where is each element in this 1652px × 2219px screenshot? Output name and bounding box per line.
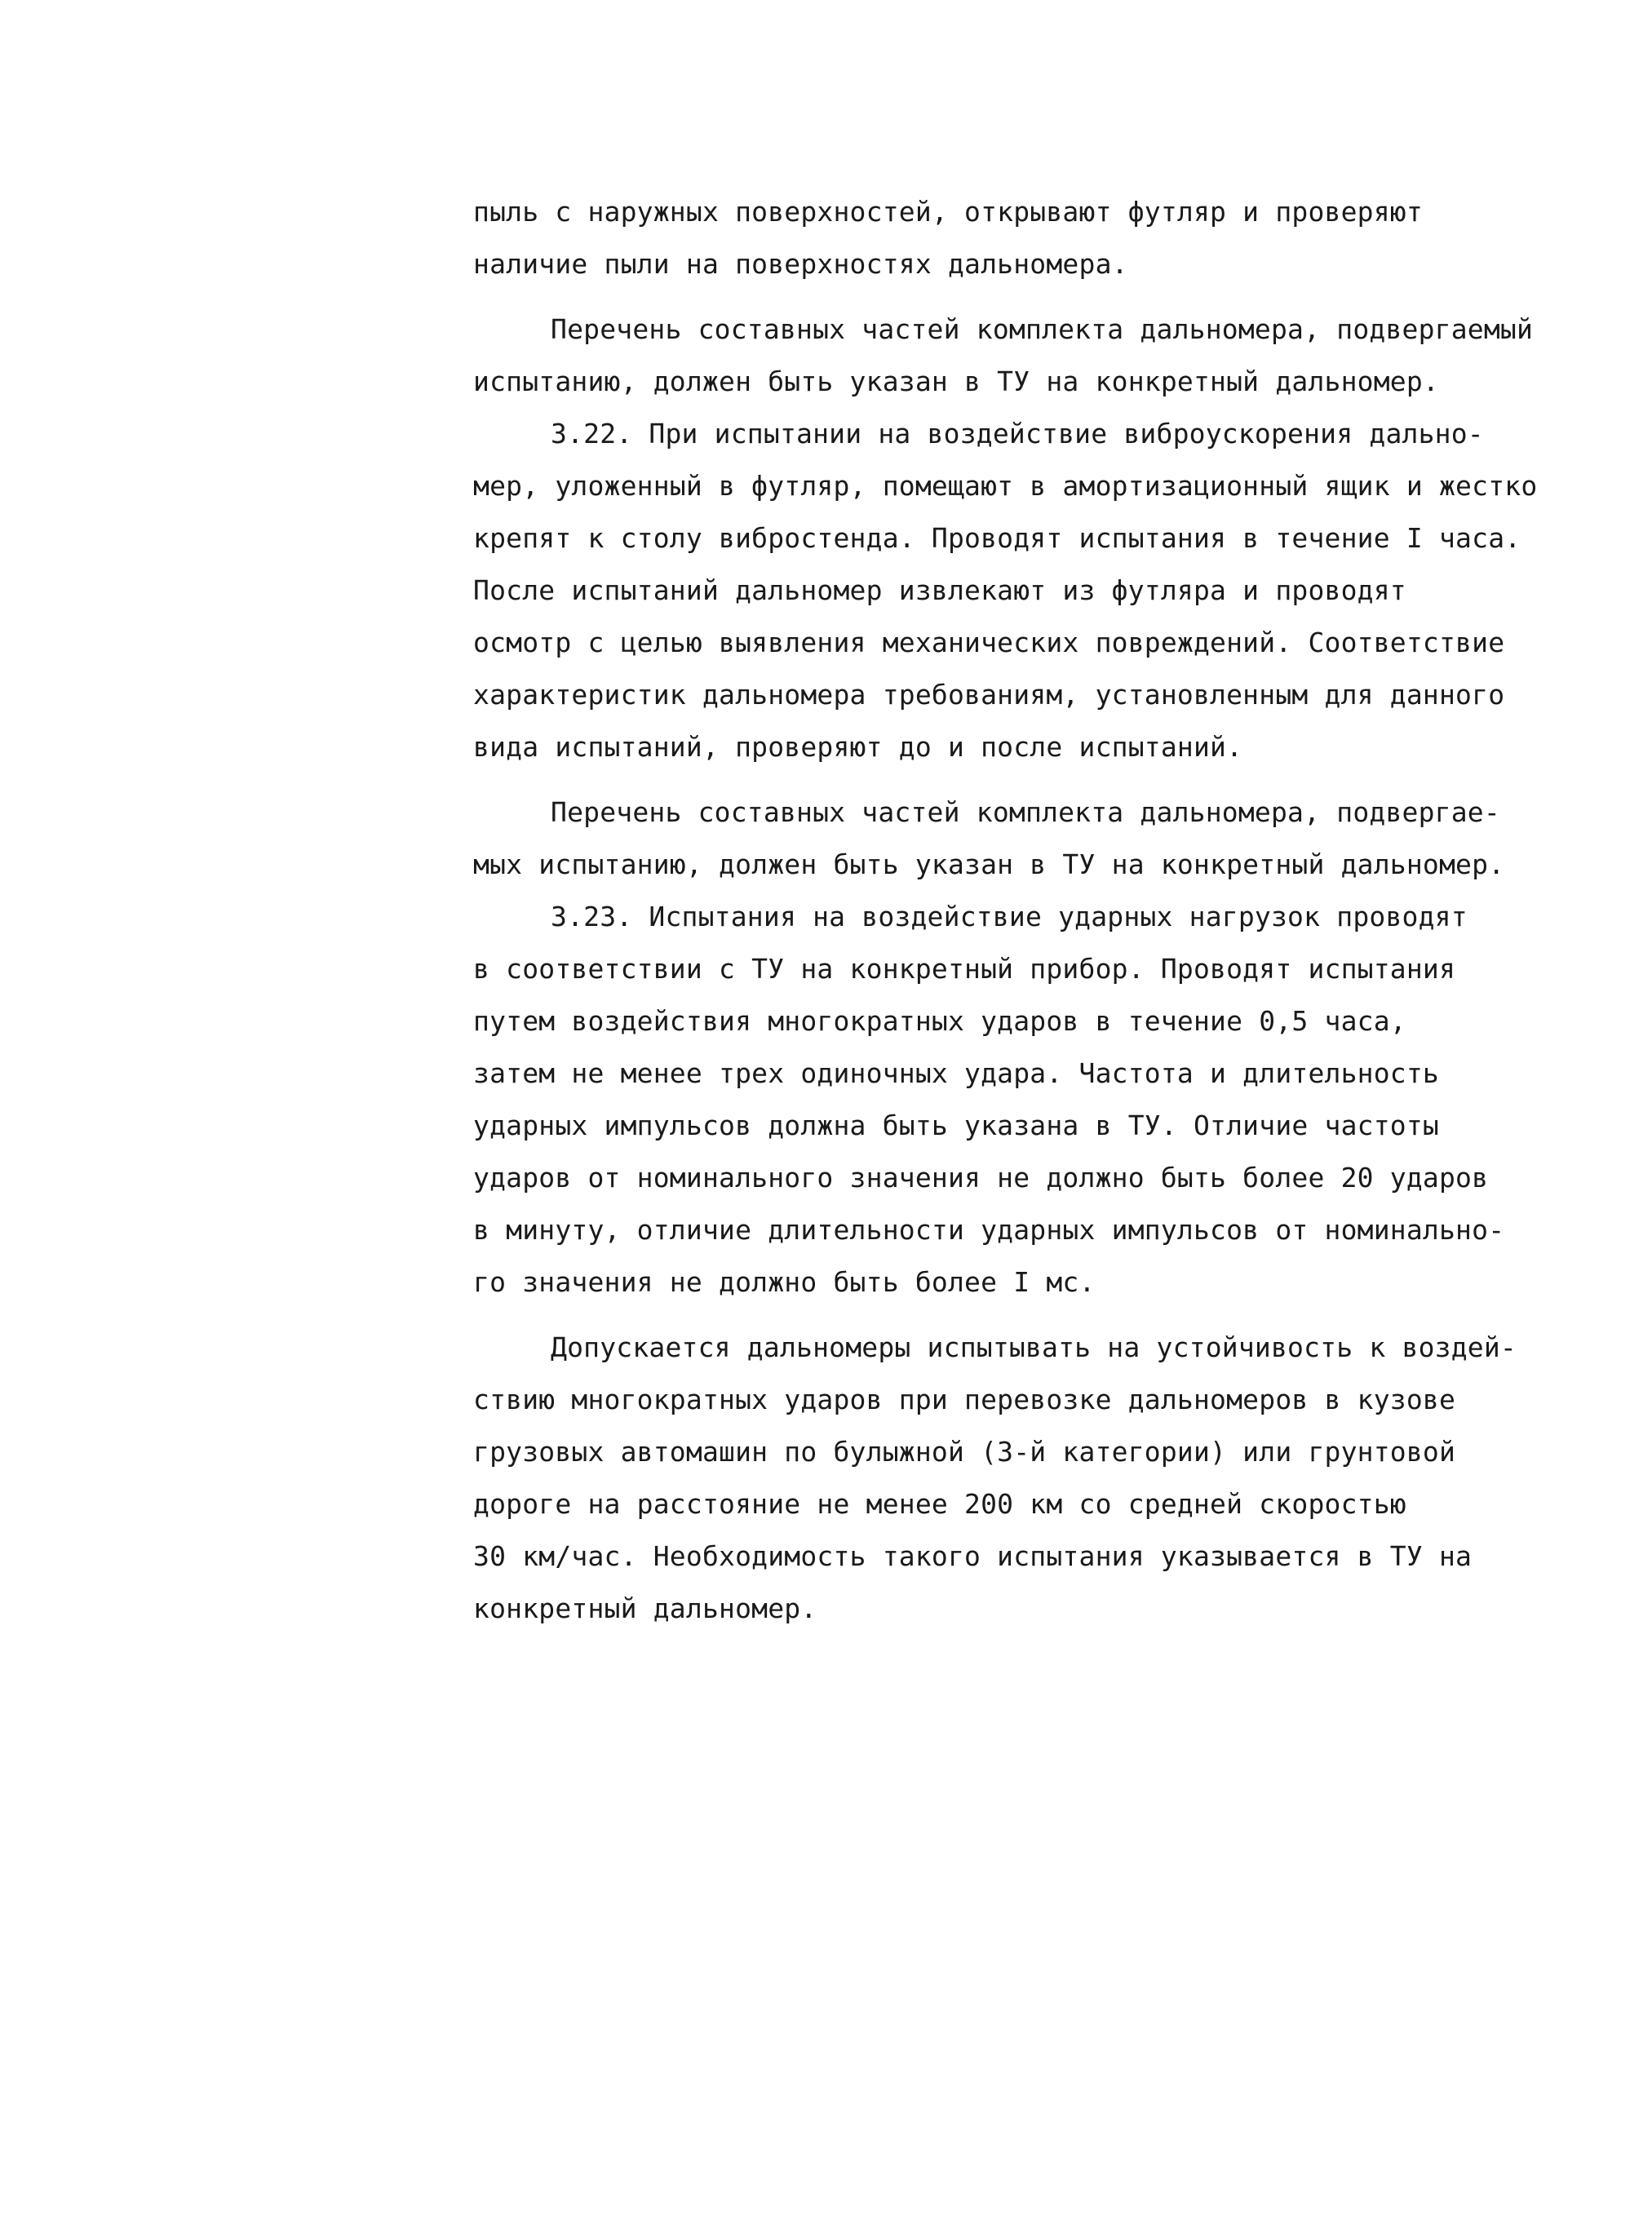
text-line: затем не менее трех одиночных удара. Частота и длительность xyxy=(473,1057,1439,1089)
text-line: пыль с наружных поверхностей, открывают футляр и проверяют xyxy=(473,196,1423,228)
paragraph-start: Допускается дальномеры испытывать на устойчивость к воздей- xyxy=(551,1331,1517,1363)
text-line: наличие пыли на поверхностях дальномера. xyxy=(473,248,1128,280)
text-line: 30 км/час. Необходимость такого испытания указывается в ТУ на xyxy=(473,1540,1473,1572)
text-line: ствию многократных ударов при перевозке дальномеров в кузове xyxy=(473,1384,1456,1415)
text-line: в соответствии с ТУ на конкретный прибор. Проводят испытания xyxy=(473,953,1456,985)
text-line: ударных импульсов должна быть указана в ТУ. Отличие частоты xyxy=(473,1110,1439,1141)
text-line: вида испытаний, проверяют до и после испытаний. xyxy=(473,731,1243,763)
text-line: ударов от номинального значения не должно быть более 20 ударов xyxy=(473,1162,1489,1194)
text-line: грузовых автомашин по булыжной (3-й категории) или грунтовой xyxy=(473,1436,1456,1468)
text-line: го значения не должно быть более I мс. xyxy=(473,1266,1096,1298)
text-line: крепят к столу вибростенда. Проводят испытания в течение I часа. xyxy=(473,522,1521,554)
text-line: испытанию, должен быть указан в ТУ на конкретный дальномер. xyxy=(473,365,1439,397)
text-line: дороге на расстояние не менее 200 км со средней скоростью xyxy=(473,1488,1406,1520)
text-line: путем воздействия многократных ударов в течение 0,5 часа, xyxy=(473,1005,1406,1037)
text-line: мер, уложенный в футляр, помещают в амортизационный ящик и жестко xyxy=(473,470,1538,502)
paragraph-start: Перечень составных частей комплекта дальномера, подвергае- xyxy=(551,796,1500,828)
text-line: После испытаний дальномер извлекают из футляра и проводят xyxy=(473,574,1406,606)
text-line: мых испытанию, должен быть указан в ТУ на конкретный дальномер. xyxy=(473,848,1505,880)
section-heading-3-23: 3.23. Испытания на воздействие ударных нагрузок проводят xyxy=(551,901,1468,932)
paragraph-start: Перечень составных частей комплекта дальномера, подвергаемый xyxy=(551,313,1534,345)
text-line: в минуту, отличие длительности ударных импульсов от номинально- xyxy=(473,1214,1505,1246)
text-line: осмотр с целью выявления механических повреждений. Соответствие xyxy=(473,627,1505,658)
section-heading-3-22: 3.22. При испытании на воздействие виброускорения дально- xyxy=(551,418,1484,450)
text-line: конкретный дальномер. xyxy=(473,1592,817,1624)
text-line: характеристик дальномера требованиям, установленным для данного xyxy=(473,679,1505,711)
document-body xyxy=(473,186,1550,1635)
